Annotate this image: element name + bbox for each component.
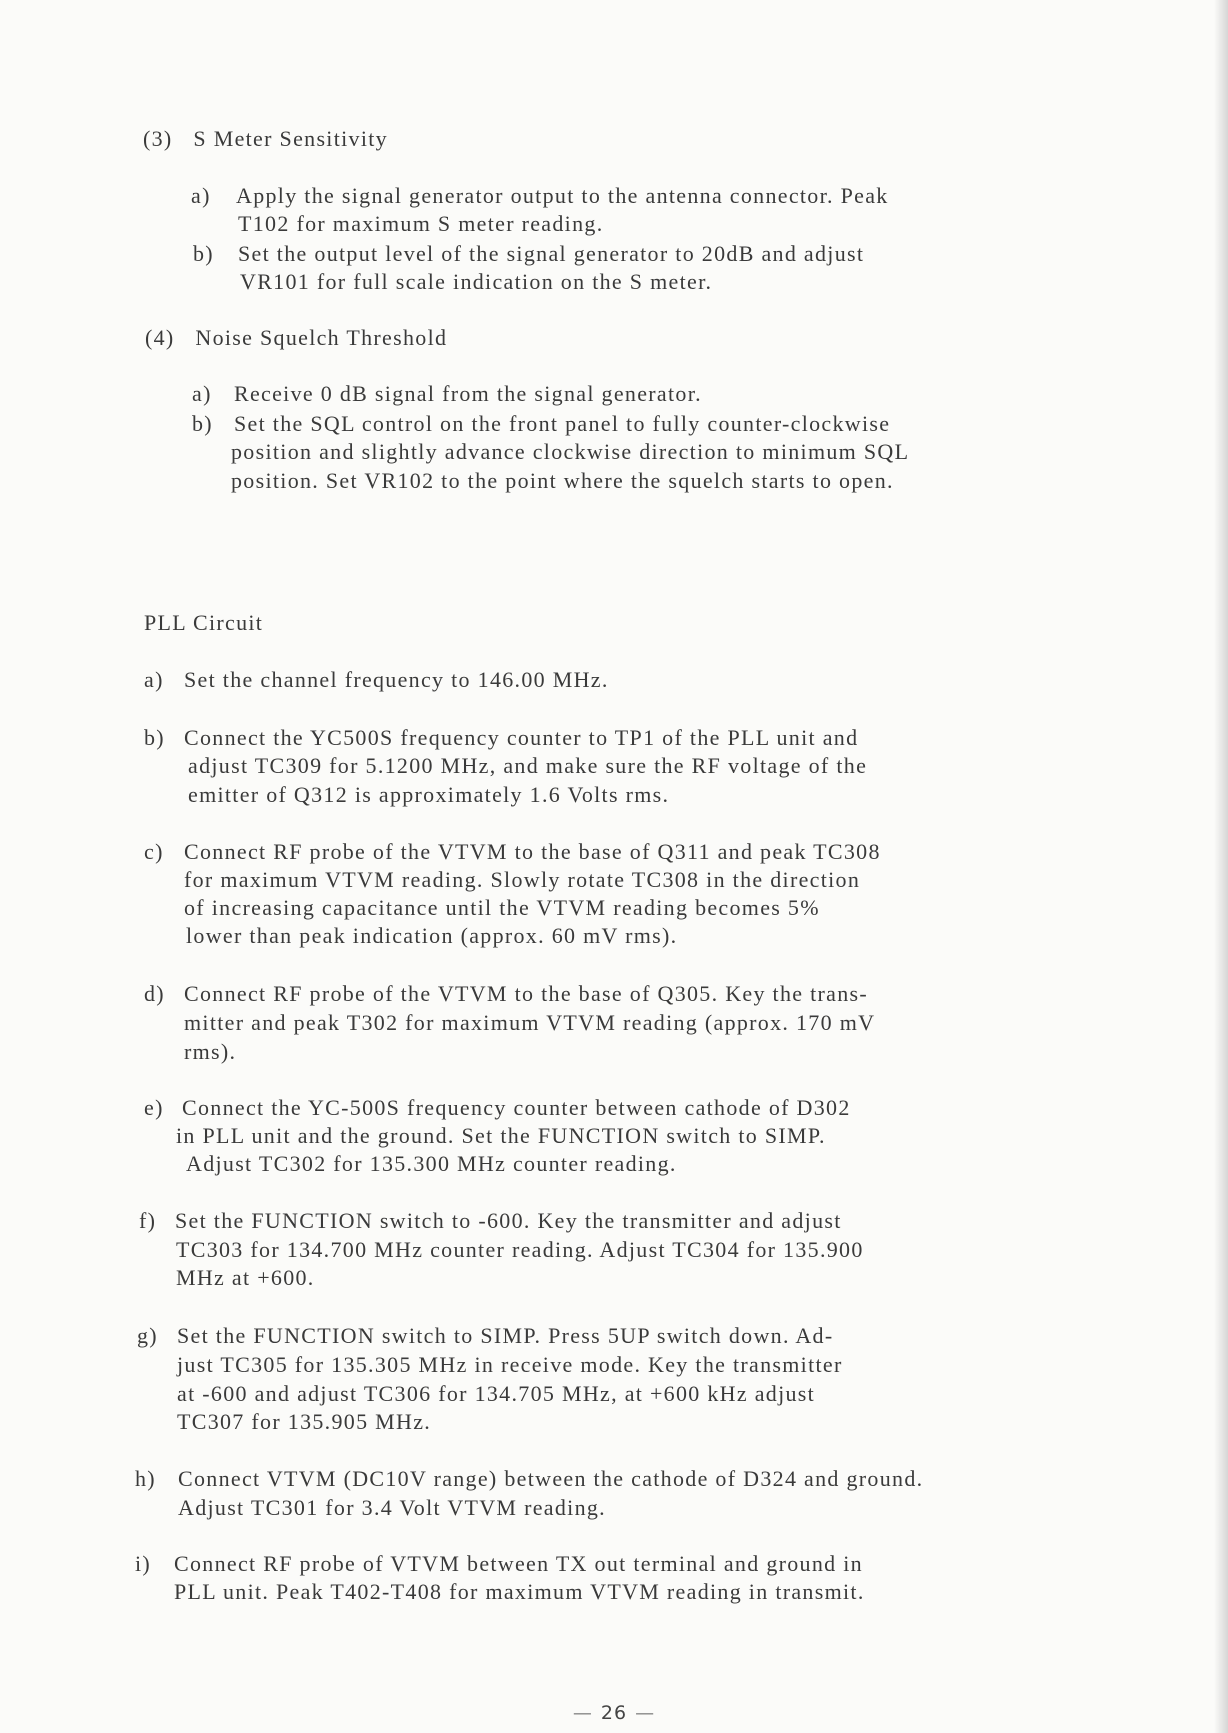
- item-text-line: Set the output level of the signal generator to 20dB and adjust: [238, 241, 865, 266]
- item-text-line: of increasing capacitance until the VTVM reading becomes 5%: [184, 895, 820, 920]
- item-text-line: Connect RF probe of the VTVM to the base of Q311 and peak TC308: [184, 839, 881, 864]
- item-text-line: Adjust TC301 for 3.4 Volt VTVM reading.: [178, 1495, 606, 1520]
- item-label: f): [139, 1208, 157, 1233]
- pll-heading: PLL Circuit: [144, 610, 264, 635]
- item-text-line: in PLL unit and the ground. Set the FUNCTION switch to SIMP.: [176, 1123, 826, 1148]
- item-text-line: Connect RF probe of the VTVM to the base of Q305. Key the trans-: [184, 981, 869, 1006]
- section-number: (4): [145, 325, 175, 350]
- item-label: b): [144, 725, 165, 750]
- item-text-line: Adjust TC302 for 135.300 MHz counter reading.: [186, 1151, 677, 1176]
- page-number-value: 26: [600, 1702, 628, 1724]
- page-number: [0, 1702, 1228, 1724]
- item-text-line: TC303 for 134.700 MHz counter reading. Adjust TC304 for 135.900: [176, 1237, 864, 1262]
- item-text-line: Set the channel frequency to 146.00 MHz.: [184, 667, 609, 692]
- item-label: b): [192, 411, 213, 436]
- item-label: b): [193, 241, 214, 266]
- item-text-line: Connect VTVM (DC10V range) between the cathode of D324 and ground.: [178, 1466, 924, 1491]
- item-text-line: Set the SQL control on the front panel to fully counter-clockwise: [234, 411, 891, 436]
- item-label: h): [135, 1466, 156, 1491]
- section-4-heading: [145, 324, 447, 352]
- item-text-line: emitter of Q312 is approximately 1.6 Volts rms.: [188, 782, 670, 807]
- section-title: Noise Squelch Threshold: [195, 325, 448, 350]
- section-3-heading: [143, 125, 388, 153]
- item-text-line: lower than peak indication (approx. 60 mV rms).: [186, 923, 678, 948]
- item-text-line: Connect the YC500S frequency counter to TP1 of the PLL unit and: [184, 725, 859, 750]
- item-text-line: T102 for maximum S meter reading.: [238, 211, 604, 236]
- item-text-line: position and slightly advance clockwise direction to minimum SQL: [231, 439, 910, 464]
- item-text-line: Set the FUNCTION switch to SIMP. Press 5UP switch down. Ad-: [177, 1323, 834, 1348]
- item-text-line: Apply the signal generator output to the antenna connector. Peak: [236, 183, 889, 208]
- item-text-line: Connect RF probe of VTVM between TX out terminal and ground in: [174, 1551, 863, 1576]
- item-text-line: rms).: [184, 1039, 237, 1064]
- section-title: S Meter Sensitivity: [193, 126, 388, 151]
- item-label: c): [144, 839, 164, 864]
- item-text-line: VR101 for full scale indication on the S meter.: [240, 269, 713, 294]
- item-text-line: just TC305 for 135.305 MHz in receive mode. Key the transmitter: [177, 1352, 843, 1377]
- item-text-line: position. Set VR102 to the point where the squelch starts to open.: [231, 468, 894, 493]
- item-text-line: TC307 for 135.905 MHz.: [177, 1409, 432, 1434]
- item-text-line: mitter and peak T302 for maximum VTVM reading (approx. 170 mV: [184, 1010, 876, 1035]
- page-number-dash: —: [635, 1702, 656, 1724]
- item-label: a): [191, 183, 211, 208]
- item-label: e): [144, 1095, 164, 1120]
- item-text-line: Set the FUNCTION switch to -600. Key the transmitter and adjust: [175, 1208, 842, 1233]
- item-text-line: Receive 0 dB signal from the signal generator.: [234, 381, 702, 406]
- item-label: a): [144, 667, 164, 692]
- section-number: (3): [143, 126, 173, 151]
- item-text-line: at -600 and adjust TC306 for 134.705 MHz, at +600 kHz adjust: [177, 1381, 816, 1406]
- item-text-line: for maximum VTVM reading. Slowly rotate TC308 in the direction: [184, 867, 861, 892]
- item-text-line: PLL unit. Peak T402-T408 for maximum VTVM reading in transmit.: [174, 1579, 865, 1604]
- page-number-dash: —: [572, 1702, 593, 1724]
- item-label: d): [144, 981, 165, 1006]
- page-edge-shadow: [1214, 0, 1228, 1733]
- item-label: i): [135, 1551, 152, 1576]
- item-label: g): [137, 1323, 158, 1348]
- item-label: a): [192, 381, 212, 406]
- item-text-line: Connect the YC-500S frequency counter between cathode of D302: [182, 1095, 851, 1120]
- item-text-line: MHz at +600.: [176, 1265, 315, 1290]
- item-text-line: adjust TC309 for 5.1200 MHz, and make sure the RF voltage of the: [188, 753, 868, 778]
